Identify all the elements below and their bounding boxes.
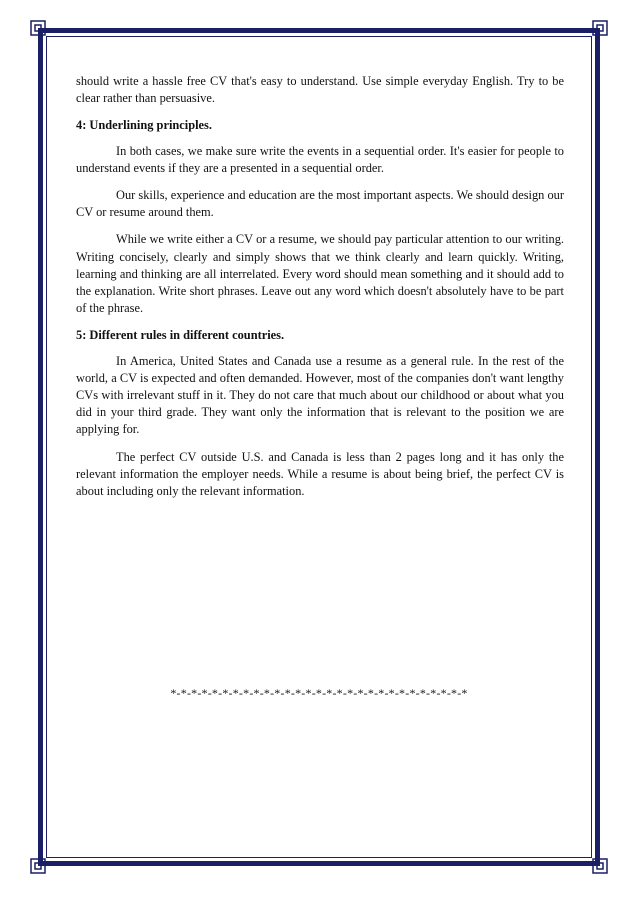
section-heading-4: 4: Underlining principles. — [76, 118, 212, 133]
page-content — [76, 73, 564, 510]
section4-paragraph: Our skills, experience and education are the most important aspects. We should design our CV or resume around them. — [76, 188, 564, 220]
section4-paragraph: While we write either a CV or a resume, we should pay particular attention to our writing. Writing concisely, clearly and simply shows that we think clearly and learn quickly. Writing, learning and thinking are all interrelated. Every word should mean something and it should add to the explanation. Write short phrases. Leave out any word which doesn't absolutely have to be part of the phrase. — [76, 232, 564, 316]
section-heading-5: 5: Different rules in different countries. — [76, 328, 285, 343]
section5-paragraph: The perfect CV outside U.S. and Canada is less than 2 pages long and it has only the relevant information the employer needs. While a resume is about being brief, the perfect CV is about including only the relevant information. — [76, 449, 564, 499]
corner-ornament-icon — [30, 20, 46, 36]
corner-ornament-icon — [592, 858, 608, 874]
intro-paragraph: should write a hassle free CV that's easy to understand. Use simple everyday English. Try to be clear rather than persuasive. — [76, 74, 564, 106]
ornamental-divider: *-*-*-*-*-*-*-*-*-*-*-*-*-*-*-*-*-*-*-*-*-*-*-*-*-*-*-*-* — [170, 686, 468, 700]
corner-ornament-icon — [592, 20, 608, 36]
section4-paragraph: In both cases, we make sure write the events in a sequential order. It's easier for people to understand events if they are a presented in a sequential order. — [76, 143, 564, 175]
section5-paragraph: In America, United States and Canada use a resume as a general rule. In the rest of the world, a CV is expected and often demanded. However, most of the companies don't want lengthy CVs with irrelevant stuff in it. They do not care that much about our childhood or about what you did in your third grade. They want only the information that is relevant to the position we are applying for. — [76, 353, 564, 437]
corner-ornament-icon — [30, 858, 46, 874]
